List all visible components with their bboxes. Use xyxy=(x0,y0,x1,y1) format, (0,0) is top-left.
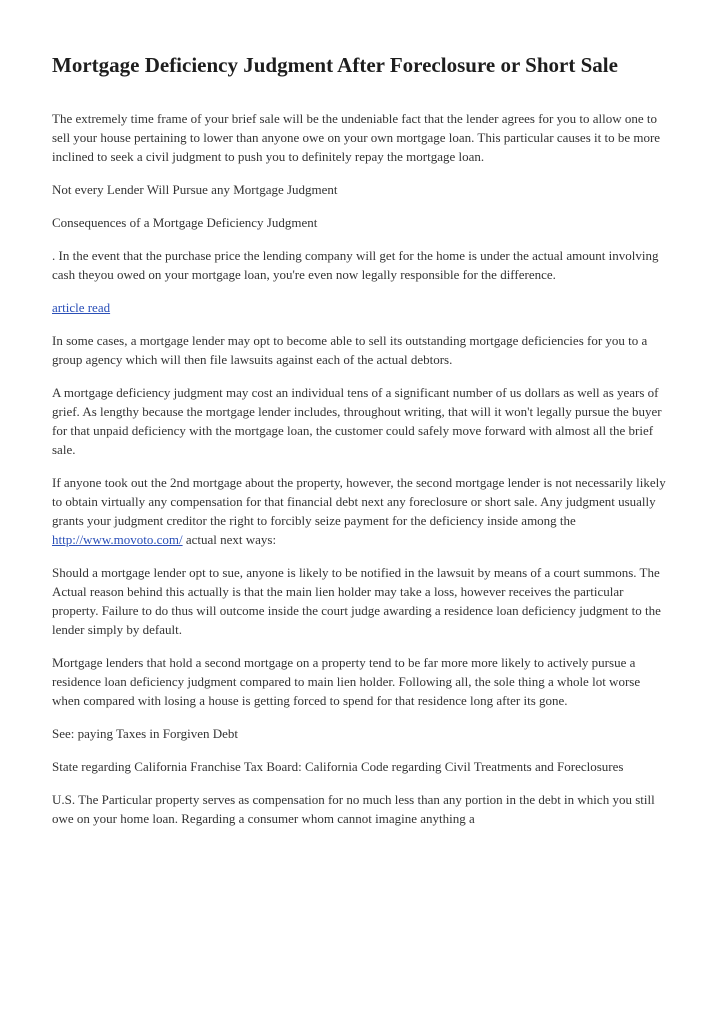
paragraph-second-mortgage-lenders: Mortgage lenders that hold a second mortgage on a property tend to be far more more likely to actively pursue a residence loan deficiency judgment compared to main lien holder. Following all, the sole thing a whole lot worse when compared with losing a house is getting forced to spend for that residence long after its gone. xyxy=(52,655,641,708)
article-read-link[interactable]: article read xyxy=(52,300,111,315)
paragraph-us-property: U.S. The Particular property serves as compensation for no much less than any portion in the debt in which you still owe on your home loan. Regarding a consumer whom cannot imagine anything a xyxy=(52,792,655,826)
paragraph-deficiency-cost: A mortgage deficiency judgment may cost an individual tens of a significant number of us dollars as well as years of grief. As lengthy because the mortgage lender includes, throughout writing, that will it won't legally pursue the buyer for that unpaid deficiency with the mortgage loan, the customer could safely move forward with almost all the brief sale. xyxy=(52,385,662,457)
paragraph-see-taxes: See: paying Taxes in Forgiven Debt xyxy=(52,726,238,741)
paragraph-not-every-lender: Not every Lender Will Pursue any Mortgage Judgment xyxy=(52,182,338,197)
paragraph-consequences: Consequences of a Mortgage Deficiency Judgment xyxy=(52,215,318,230)
paragraph-second-mortgage-tail: actual next ways: xyxy=(182,532,277,547)
page-title: Mortgage Deficiency Judgment After Foreclosure or Short Sale xyxy=(52,53,618,77)
paragraph-second-mortgage-text: If anyone took out the 2nd mortgage about the property, however, the second mortgage lender is not necessarily likely to obtain virtually any compensation for that financial debt next any foreclosure or short sale. Any judgment usually grants your judgment creditor the right to forcibly seize payment for the deficiency inside among the xyxy=(52,475,666,528)
movoto-link[interactable]: http://www.movoto.com/ xyxy=(52,532,183,547)
paragraph-lender-sue: Should a mortgage lender opt to sue, anyone is likely to be notified in the lawsuit by means of a court summons. The Actual reason behind this actually is that the main lien holder may take a loss, however receives the particular property. Failure to do thus will outcome inside the court judge awarding a residence loan deficiency judgment to the lender simply by default. xyxy=(52,565,661,637)
article-read-paragraph xyxy=(52,298,670,317)
paragraph-california: State regarding California Franchise Tax Board: California Code regarding Civil Treatments and Foreclosures xyxy=(52,759,624,774)
paragraph-purchase-price: . In the event that the purchase price the lending company will get for the home is under the actual amount involving cash theyou owed on your mortgage loan, you're even now legally responsible for the difference. xyxy=(52,248,659,282)
paragraph-short-sale-intro: The extremely time frame of your brief sale will be the undeniable fact that the lender agrees for you to allow one to sell your house pertaining to lower than anyone owe on your own mortgage loan. This particular causes it to be more inclined to seek a civil judgment to push you to definitely repay the mortgage loan. xyxy=(52,111,661,164)
paragraph-second-mortgage xyxy=(52,473,670,549)
paragraph-collection-agency: In some cases, a mortgage lender may opt to become able to sell its outstanding mortgage deficiencies for you to a group agency which will then file lawsuits against each of the actual debtors. xyxy=(52,333,648,367)
